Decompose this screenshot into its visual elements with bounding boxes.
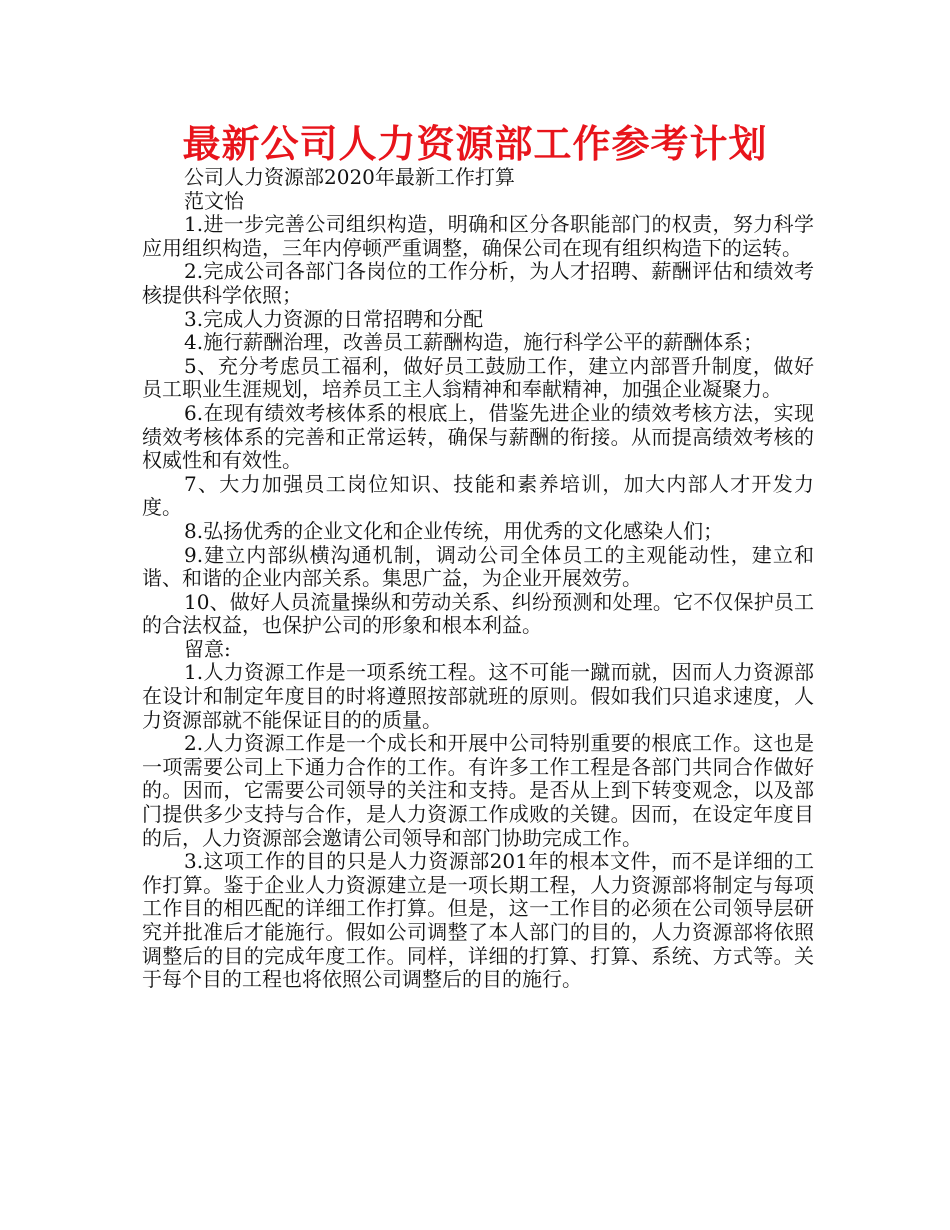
document-body [142,166,814,992]
document-title: 最新公司人力资源部工作参考计划 [182,122,768,166]
paragraph-item-1: 1.进一步完善公司组织构造，明确和区分各职能部门的权责，努力科学应用组织构造，三年内停顿严重调整，确保公司在现有组织构造下的运转。 [142,212,814,260]
paragraph-item-3: 3.完成人力资源的日常招聘和分配 [184,306,484,331]
paragraph-item-9: 9.建立内部纵横沟通机制，调动公司全体员工的主观能动性，建立和谐、和谐的企业内部关系。集思广益，为企业开展效劳。 [142,542,814,591]
doc-author: 范文怡 [184,188,244,213]
paragraph-item-2: 2.完成公司各部门各岗位的工作分析，为人才招聘、薪酬评估和绩效考核提供科学依照； [142,259,814,307]
note-item-3: 3.这项工作的目的只是人力资源部201年的根本文件，而不是详细的工作打算。鉴于企业人力资源建立是一项长期工程，人力资源部将制定与每项工作目的相匹配的详细工作打算。但是，这一工作目的必须在公司领导层研究并批准后才能施行。假如公司调整了本人部门的目的，人力资源部将依照调整后的目的完成年度工作。同样，详细的打算、打算、系统、方式等。关于每个目的工程也将依照公司调整后的目的施行。 [142,849,814,992]
notes-heading: 留意: [184,636,231,661]
paragraph-item-7: 7、大力加强员工岗位知识、技能和素养培训，加大内部人才开发力度。 [142,471,814,520]
paragraph-item-6: 6.在现有绩效考核体系的根底上，借鉴先进企业的绩效考核方法，实现绩效考核体系的完善和正常运转，确保与薪酬的衔接。从而提高绩效考核的权威性和有效性。 [142,400,814,473]
paragraph-item-4: 4.施行薪酬治理，改善员工薪酬构造，施行科学公平的薪酬体系； [184,330,764,355]
note-item-2: 2.人力资源工作是一个成长和开展中公司特别重要的根底工作。这也是一项需要公司上下通力合作的工作。有许多工作工程是各部门共同合作做好的。因而，它需要公司领导的关注和支持。是否从上到下转变观念，以及部门提供多少支持与合作，是人力资源工作成败的关键。因而，在设定年度目的后，人力资源部会邀请公司领导和部门协助完成工作。 [142,731,814,850]
note-item-1: 1.人力资源工作是一项系统工程。这不可能一蹴而就，因而人力资源部在设计和制定年度目的时将遵照按部就班的原则。假如我们只追求速度，人力资源部就不能保证目的的质量。 [142,660,814,732]
paragraph-item-8: 8.弘扬优秀的企业文化和企业传统，用优秀的文化感染人们； [184,518,724,543]
doc-subtitle: 公司人力资源部2020年最新工作打算 [184,165,515,189]
paragraph-item-5: 5、充分考虑员工福利，做好员工鼓励工作，建立内部晋升制度，做好员工职业生涯规划，培养员工主人翁精神和奉献精神，加强企业凝聚力。 [142,353,814,402]
paragraph-item-10: 10、做好人员流量操纵和劳动关系、纠纷预测和处理。它不仅保护员工的合法权益，也保护公司的形象和根本利益。 [142,589,814,638]
